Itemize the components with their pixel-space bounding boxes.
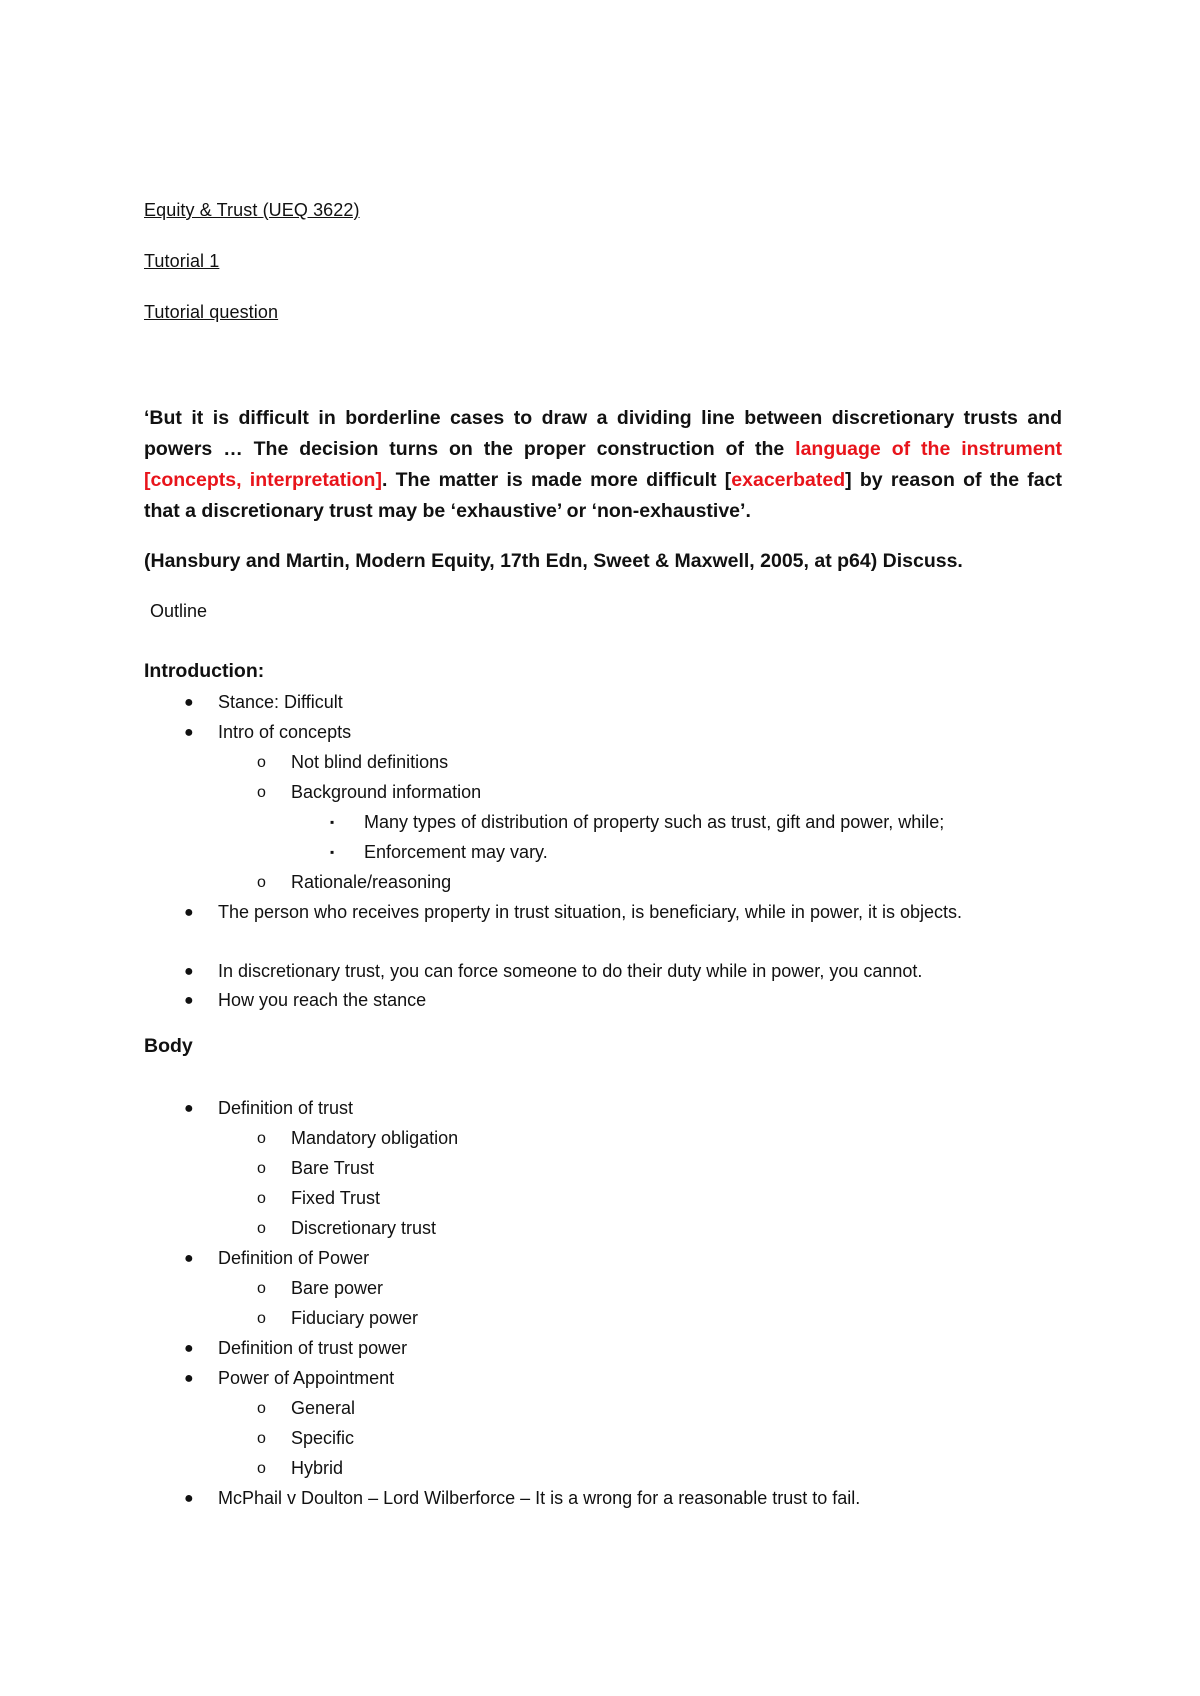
bullet-marker: ●	[184, 904, 194, 921]
bullet-marker: ●	[184, 992, 194, 1009]
list-item: Many types of distribution of property such as trust, gift and power, while;	[364, 812, 945, 832]
square-marker: ▪	[330, 845, 335, 859]
list-item: Enforcement may vary.	[364, 842, 548, 862]
list-item: Definition of trust	[218, 1098, 354, 1118]
bullet-marker: ●	[184, 694, 194, 711]
circle-marker: o	[257, 1460, 266, 1477]
list-item: Discretionary trust	[291, 1218, 437, 1238]
list-item: Bare Trust	[291, 1158, 375, 1178]
list-item: The person who receives property in trust situation, is beneficiary, while in power, it is objects.	[218, 902, 963, 922]
list-item: Fixed Trust	[291, 1188, 381, 1208]
square-marker: ▪	[330, 815, 335, 829]
list-item: Not blind definitions	[291, 752, 449, 772]
circle-marker: o	[257, 784, 266, 801]
bullet-marker: ●	[184, 1100, 194, 1117]
body-heading: Body	[144, 1035, 193, 1057]
course-name: Equity & Trust	[144, 200, 258, 220]
circle-marker: o	[257, 1400, 266, 1417]
circle-marker: o	[257, 1190, 266, 1207]
circle-marker: o	[257, 874, 266, 891]
list-item: In discretionary trust, you can force someone to do their duty while in power, you cannot.	[218, 961, 923, 981]
list-item: Definition of Power	[218, 1248, 370, 1268]
course-title	[144, 200, 360, 221]
list-item: Intro of concepts	[218, 722, 352, 742]
quote-citation: (Hansbury and Martin, Modern Equity, 17th Edn, Sweet & Maxwell, 2005, at p64) Discuss.	[144, 550, 963, 572]
tutorial-question-label: Tutorial question	[144, 302, 279, 322]
list-item: Mandatory obligation	[291, 1128, 459, 1148]
list-item: General	[291, 1398, 356, 1418]
bullet-marker: ●	[184, 724, 194, 741]
quote-highlight-1: language of the instrument [concepts, interpretation]	[144, 438, 1062, 491]
tutorial-number: Tutorial 1	[144, 251, 220, 271]
circle-marker: o	[257, 1280, 266, 1297]
list-item: Background information	[291, 782, 482, 802]
list-item: Specific	[291, 1428, 355, 1448]
list-item: Hybrid	[291, 1458, 344, 1478]
introduction-heading: Introduction:	[144, 660, 265, 682]
circle-marker: o	[257, 1310, 266, 1327]
question-quote	[144, 403, 1062, 527]
list-item: Stance: Difficult	[218, 692, 343, 712]
list-item: Definition of trust power	[218, 1338, 408, 1358]
quote-highlight-2: exacerbated	[731, 469, 846, 491]
list-item: McPhail v Doulton – Lord Wilberforce – It is a wrong for a reasonable trust to fail.	[218, 1488, 861, 1508]
circle-marker: o	[257, 1160, 266, 1177]
list-item: Rationale/reasoning	[291, 872, 452, 892]
bullet-marker: ●	[184, 1490, 194, 1507]
quote-text-3: ] by reason of the fact that a discretionary trust may be ‘exhaustive’ or ‘non-exhaustive’.	[144, 469, 1062, 522]
circle-marker: o	[257, 1430, 266, 1447]
list-item: How you reach the stance	[218, 990, 427, 1010]
list-item: Fiduciary power	[291, 1308, 419, 1328]
bullet-marker: ●	[184, 963, 194, 980]
bullet-marker: ●	[184, 1340, 194, 1357]
quote-text-1: ‘But it is difficult in borderline cases to draw a dividing line between discretionary trusts and powers … The decision turns on the proper construction of the	[144, 407, 1062, 460]
course-code: (UEQ 3622)	[262, 200, 360, 220]
list-item: Power of Appointment	[218, 1368, 395, 1388]
outline-label: Outline	[150, 601, 208, 621]
list-item: Bare power	[291, 1278, 384, 1298]
circle-marker: o	[257, 1220, 266, 1237]
circle-marker: o	[257, 1130, 266, 1147]
quote-text-2: . The matter is made more difficult [	[381, 469, 732, 491]
circle-marker: o	[257, 754, 266, 771]
bullet-marker: ●	[184, 1370, 194, 1387]
bullet-marker: ●	[184, 1250, 194, 1267]
